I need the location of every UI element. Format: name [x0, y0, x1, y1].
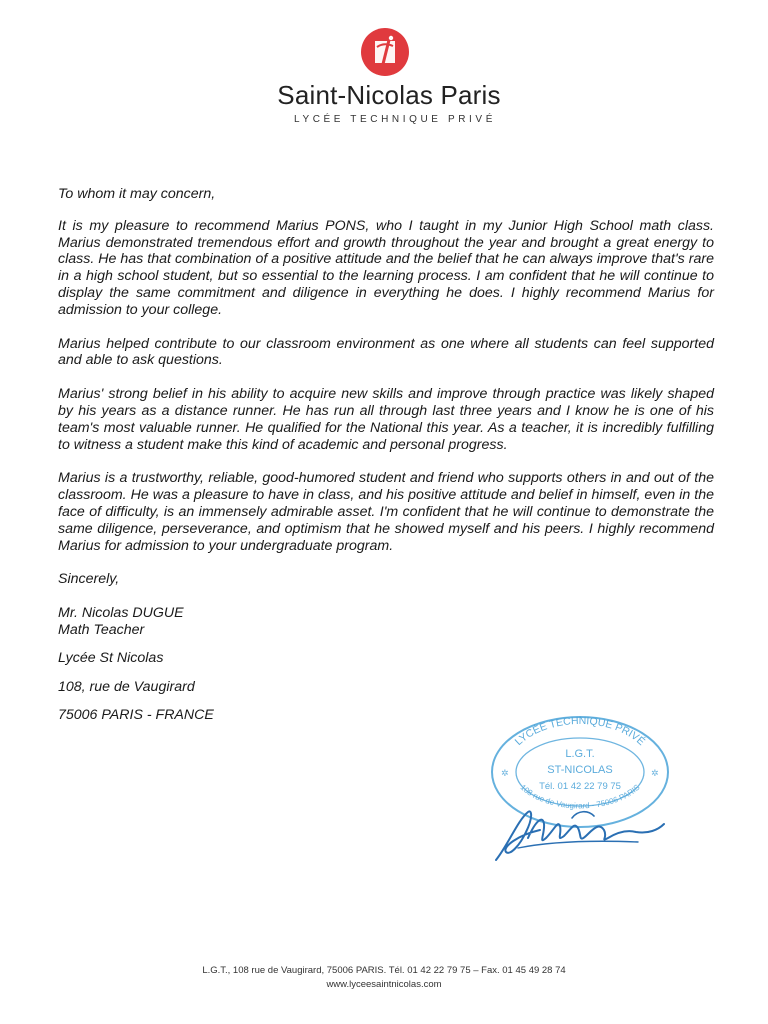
- school-subtitle: LYCÉE TECHNIQUE PRIVÉ: [294, 114, 496, 125]
- address-street: 108, rue de Vaugirard: [58, 678, 195, 695]
- handwritten-signature: [488, 790, 668, 870]
- stamp-line-1: L.G.T.: [565, 748, 595, 760]
- stamp-star-left-icon: ✲: [501, 769, 509, 779]
- greeting: To whom it may concern,: [58, 186, 216, 202]
- stamp-arc-top: LYCÉE TECHNIQUE PRIVÉ: [512, 714, 648, 749]
- footer-website[interactable]: www.lyceesaintnicolas.com: [326, 979, 442, 990]
- paragraph-2: Marius helped contribute to our classroom environment as one where all students can feel supported and able to ask questions.: [58, 335, 714, 369]
- stamp-line-2: ST-NICOLAS: [547, 764, 613, 776]
- stamp-line-3: Tél. 01 42 22 79 75: [539, 781, 621, 792]
- closing: Sincerely,: [58, 571, 120, 588]
- footer-address: L.G.T., 108 rue de Vaugirard, 75006 PARIS. Tél. 01 42 22 79 75 – Fax. 01 45 49 28 74: [202, 965, 566, 976]
- signer-title: Math Teacher: [58, 621, 145, 638]
- paragraph-4: Marius is a trustworthy, reliable, good-humored student and friend who supports others in and out of the classroom. He was a pleasure to have in class, and his positive attitude and belief in himself, even in the face of difficulty, is an immensely admirable asset. I'm confident that he will continue to demonstrate the same diligence, perseverance, and optimism that he showed myself and his peers. I highly recommend Marius for admission to your undergraduate program.: [58, 470, 714, 554]
- address-city: 75006 PARIS - FRANCE: [58, 707, 214, 724]
- school-logo: [360, 27, 410, 77]
- school-name: Saint-Nicolas Paris: [277, 80, 501, 110]
- school-line: Lycée St Nicolas: [58, 649, 164, 666]
- stamp-arc-bottom: 108 rue de Vaugirard - 75006 PARIS: [518, 782, 642, 811]
- signature-block: [58, 571, 714, 724]
- letter-body: [58, 186, 714, 736]
- stamp-star-right-icon: ✲: [651, 769, 659, 779]
- paragraph-3: Marius' strong belief in his ability to acquire new skills and improve through practice was likely shaped by his years as a distance runner. He has run all through last three years and I know he is one of his team's most valuable runner. He qualified for the National this year. As a teacher, it is incredibly fulfilling to witness a student make this kind of academic and personal progress.: [58, 386, 714, 453]
- signer-name: Mr. Nicolas DUGUE: [58, 605, 184, 622]
- footer: [0, 964, 768, 992]
- paragraph-1: It is my pleasure to recommend Marius PONS, who I taught in my Junior High School math class. Marius demonstrated tremendous effort and growth throughout the year and brought a great energy to class. He has that combination of a positive attitude and the belief that he can always improve that's rare in a high school student, but so essential to the learning process. I am confident that he will continue to display the same commitment and diligence in everything he does. I highly recommend Marius for admission to your college.: [58, 217, 714, 318]
